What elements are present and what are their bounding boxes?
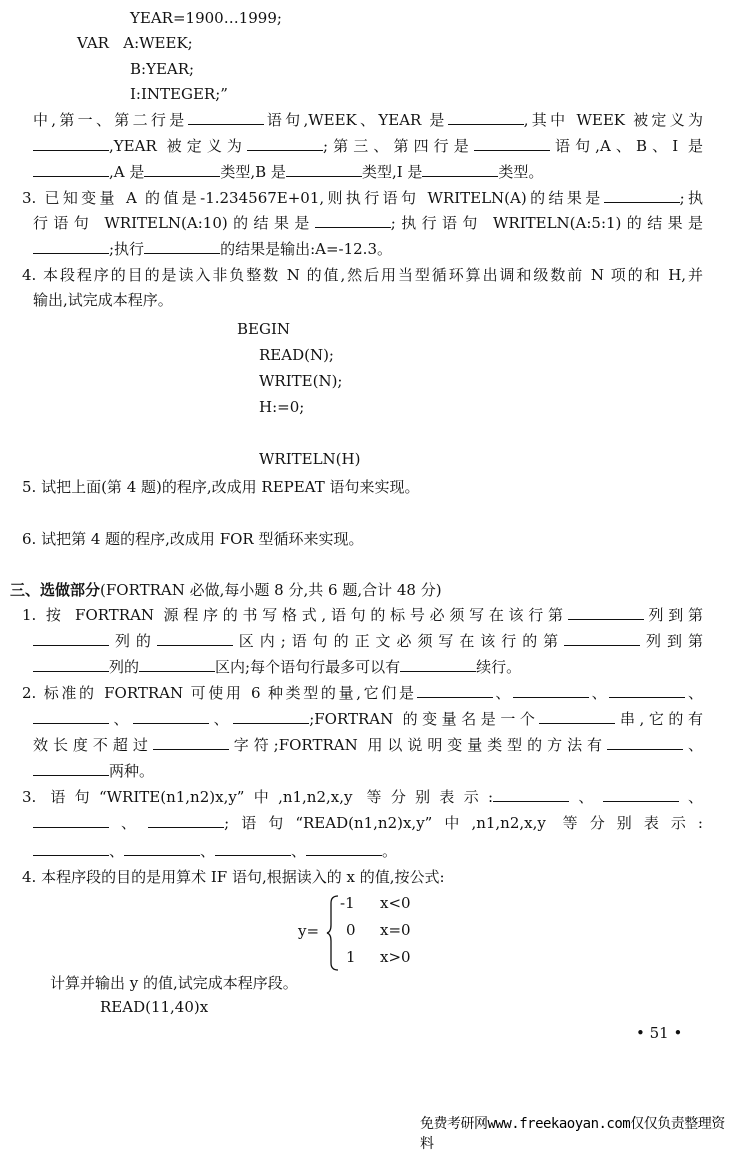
case-value: -1 bbox=[340, 894, 355, 912]
text-segment: 、 bbox=[109, 710, 134, 728]
text-line bbox=[22, 477, 419, 497]
text-segment: ;FORTRAN 的变量名是一个 bbox=[309, 710, 540, 728]
fill-in-blank bbox=[133, 709, 209, 724]
page-number: • 51 • bbox=[636, 1024, 683, 1042]
piecewise-formula bbox=[298, 893, 428, 973]
text-segment: 串,它的有 bbox=[615, 710, 703, 728]
text-segment: 输出,试完成本程序。 bbox=[33, 291, 173, 309]
text-segment: 字符;FORTRAN 用以说明变量类型的方法有 bbox=[228, 736, 607, 754]
text-segment: 、 bbox=[492, 684, 513, 702]
text-segment: 、 bbox=[678, 788, 703, 806]
fill-in-blank bbox=[315, 213, 391, 228]
text-segment: 、 bbox=[209, 710, 234, 728]
fill-in-blank bbox=[215, 841, 291, 856]
text-segment: WRITELN(H) bbox=[259, 450, 361, 468]
fill-in-blank bbox=[609, 683, 685, 698]
fill-in-blank bbox=[306, 841, 382, 856]
text-segment: READ(N); bbox=[259, 346, 334, 364]
text-segment: ;执行 bbox=[109, 240, 145, 258]
fill-in-blank bbox=[493, 787, 569, 802]
text-segment: 行语句 WRITELN(A:10)的结果是 bbox=[33, 214, 315, 232]
text-segment: READ(11,40)x bbox=[100, 998, 209, 1016]
text-segment: 类型。 bbox=[498, 163, 544, 181]
text-line bbox=[33, 841, 397, 861]
fill-in-blank bbox=[564, 631, 640, 646]
text-segment: (FORTRAN 必做,每小题 8 分,共 6 题,合计 48 分) bbox=[100, 581, 442, 599]
fill-in-blank bbox=[188, 110, 264, 125]
text-segment: 续行。 bbox=[476, 658, 522, 676]
text-line bbox=[22, 683, 703, 703]
fill-in-blank bbox=[417, 683, 493, 698]
text-line bbox=[22, 787, 703, 807]
text-segment: 2. 标准的 FORTRAN 可使用 6 种类型的量,它们是 bbox=[22, 684, 417, 702]
fill-in-blank bbox=[33, 239, 109, 254]
text-segment: ;第三、第四行是 bbox=[323, 137, 474, 155]
text-segment: 区内;每个语句行最多可以有 bbox=[215, 658, 401, 676]
case-condition: x>0 bbox=[380, 948, 411, 966]
text-line bbox=[259, 345, 334, 365]
text-segment: ,A 是 bbox=[109, 163, 145, 181]
text-segment: 类型,I 是 bbox=[361, 163, 423, 181]
fill-in-blank bbox=[144, 162, 220, 177]
fill-in-blank bbox=[33, 631, 109, 646]
fill-in-blank bbox=[153, 735, 229, 750]
text-segment: 效长度不超过 bbox=[33, 736, 153, 754]
fill-in-blank bbox=[286, 162, 362, 177]
text-segment: 4. 本程序段的目的是用算术 IF 语句,根据读入的 x 的值,按公式: bbox=[22, 868, 445, 886]
text-segment: ;执行语句 WRITELN(A:5:1)的结果是 bbox=[390, 214, 704, 232]
fill-in-blank bbox=[448, 110, 524, 125]
text-line bbox=[22, 867, 445, 887]
text-segment: 5. 试把上面(第 4 题)的程序,改成用 REPEAT 语句来实现。 bbox=[22, 478, 420, 496]
fill-in-blank bbox=[422, 162, 498, 177]
fill-in-blank bbox=[33, 841, 109, 856]
text-segment: 、 bbox=[569, 788, 603, 806]
fill-in-blank bbox=[247, 136, 323, 151]
text-segment: B:YEAR; bbox=[130, 60, 195, 78]
fill-in-blank bbox=[604, 188, 680, 203]
text-segment: 、 bbox=[685, 684, 703, 702]
text-segment: 3. 已知变量 A 的值是-1.234567E+01,则执行语句 WRITELN(A)的结果是 bbox=[22, 189, 604, 207]
text-line bbox=[33, 657, 521, 677]
text-segment: 、 bbox=[200, 842, 216, 860]
case-value: 0 bbox=[346, 921, 356, 939]
text-line bbox=[259, 397, 304, 417]
text-segment: 计算并输出 y 的值,试完成本程序段。 bbox=[50, 974, 298, 992]
text-line bbox=[130, 8, 282, 28]
text-segment: 类型,B 是 bbox=[220, 163, 286, 181]
case-value: 1 bbox=[346, 948, 356, 966]
fill-in-blank bbox=[33, 657, 109, 672]
fill-in-blank bbox=[568, 605, 644, 620]
fill-in-blank bbox=[400, 657, 476, 672]
text-segment: 、 bbox=[683, 736, 703, 754]
text-segment: 语句,WEEK、YEAR 是 bbox=[263, 111, 448, 129]
fill-in-blank bbox=[233, 709, 309, 724]
text-line bbox=[33, 136, 703, 156]
text-line bbox=[22, 605, 703, 625]
text-line bbox=[33, 631, 703, 651]
fill-in-blank bbox=[607, 735, 683, 750]
text-segment: ;执 bbox=[679, 189, 703, 207]
text-line bbox=[130, 84, 228, 104]
text-segment: H:=0; bbox=[259, 398, 305, 416]
text-line bbox=[33, 290, 173, 310]
text-line bbox=[50, 973, 298, 993]
left-brace-icon bbox=[326, 895, 340, 971]
text-line bbox=[33, 213, 703, 233]
case-condition: x<0 bbox=[380, 894, 411, 912]
text-segment: 列到第 bbox=[643, 606, 703, 624]
text-line bbox=[22, 265, 703, 285]
text-segment: 中,第一、第二行是 bbox=[33, 111, 188, 129]
text-segment: ;语句“READ(n1,n2)x,y”中,n1,n2,x,y 等分别表示: bbox=[224, 814, 703, 832]
text-segment: 列到第 bbox=[640, 632, 703, 650]
text-segment: 两种。 bbox=[109, 762, 155, 780]
fill-in-blank bbox=[157, 631, 233, 646]
fill-in-blank bbox=[539, 709, 615, 724]
fill-in-blank bbox=[33, 761, 109, 776]
text-line bbox=[33, 239, 392, 259]
fill-in-blank bbox=[513, 683, 589, 698]
case-condition: x=0 bbox=[380, 921, 411, 939]
text-segment: ,YEAR 被定义为 bbox=[109, 137, 248, 155]
text-line bbox=[10, 580, 442, 600]
text-segment: 、 bbox=[291, 842, 307, 860]
text-line bbox=[100, 997, 208, 1017]
text-segment: 列的 bbox=[109, 632, 157, 650]
text-segment: 3. 语句“WRITE(n1,n2)x,y”中,n1,n2,x,y 等分别表示: bbox=[22, 788, 494, 806]
text-line bbox=[33, 761, 154, 781]
text-line bbox=[22, 529, 363, 549]
fill-in-blank bbox=[474, 136, 550, 151]
text-line bbox=[33, 162, 543, 182]
text-segment: VAR A:WEEK; bbox=[77, 34, 193, 52]
text-line bbox=[33, 813, 703, 833]
text-segment: ,其中 WEEK 被定义为 bbox=[523, 111, 703, 129]
text-segment: YEAR=1900…1999; bbox=[130, 9, 282, 27]
text-segment: WRITE(N); bbox=[259, 372, 343, 390]
text-segment: 语句,A、B、I 是 bbox=[549, 137, 703, 155]
text-segment: 、 bbox=[109, 814, 149, 832]
text-line bbox=[22, 188, 703, 208]
text-segment: 6. 试把第 4 题的程序,改成用 FOR 型循环来实现。 bbox=[22, 530, 364, 548]
text-line bbox=[33, 709, 703, 729]
text-line bbox=[237, 319, 290, 339]
fill-in-blank bbox=[33, 813, 109, 828]
fill-in-blank bbox=[33, 162, 109, 177]
formula-lhs: y= bbox=[298, 922, 320, 940]
text-segment: 列的 bbox=[109, 658, 140, 676]
fill-in-blank bbox=[603, 787, 679, 802]
text-line bbox=[259, 449, 360, 469]
text-segment: 三、选做部分 bbox=[10, 581, 101, 599]
text-segment: 、 bbox=[109, 842, 125, 860]
fill-in-blank bbox=[139, 657, 215, 672]
text-segment: 的结果是输出:A=-12.3。 bbox=[220, 240, 392, 258]
text-segment: BEGIN bbox=[237, 320, 291, 338]
text-segment: 。 bbox=[382, 842, 398, 860]
text-line bbox=[33, 735, 703, 755]
fill-in-blank bbox=[124, 841, 200, 856]
fill-in-blank bbox=[144, 239, 220, 254]
text-line bbox=[259, 371, 342, 391]
fill-in-blank bbox=[148, 813, 224, 828]
watermark-footer: 免费考研网www.freekaoyan.com仅仅负责整理资料 bbox=[420, 1116, 725, 1152]
text-segment: 1. 按 FORTRAN 源程序的书写格式,语句的标号必须写在该行第 bbox=[22, 606, 568, 624]
text-segment: 4. 本段程序的目的是读入非负整数 N 的值,然后用当型循环算出调和级数前 N 项的和 H,并 bbox=[22, 266, 703, 284]
text-segment: I:INTEGER;” bbox=[130, 85, 228, 103]
text-line bbox=[77, 33, 193, 53]
text-line bbox=[33, 110, 703, 130]
fill-in-blank bbox=[33, 709, 109, 724]
fill-in-blank bbox=[33, 136, 109, 151]
text-segment: 区内;语句的正文必须写在该行的第 bbox=[232, 632, 565, 650]
text-segment: 、 bbox=[588, 684, 610, 702]
text-line bbox=[130, 59, 194, 79]
